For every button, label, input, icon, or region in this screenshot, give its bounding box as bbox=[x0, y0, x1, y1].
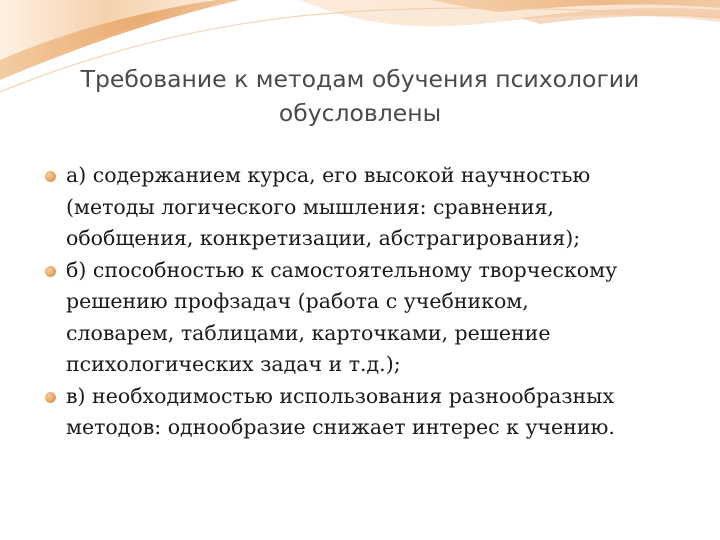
bullet-item-c bbox=[45, 381, 705, 444]
bullet-c-line-1: в) необходимостью использования разнообразных bbox=[66, 383, 615, 408]
bullet-c-line-2: методов: однообразие снижает интерес к учению. bbox=[66, 415, 615, 439]
bullet-list bbox=[45, 160, 705, 444]
bullet-b-line-4: психологических задач и т.д.); bbox=[66, 352, 401, 376]
bullet-dot-icon bbox=[45, 171, 56, 182]
bullet-dot-icon bbox=[45, 266, 56, 277]
bullet-a-line-3: обобщения, конкретизации, абстрагирования); bbox=[66, 226, 581, 250]
bullet-b-line-3: словарем, таблицами, карточками, решение bbox=[66, 320, 551, 345]
bullet-dot-icon bbox=[45, 392, 56, 403]
bullet-item-a bbox=[45, 160, 705, 255]
title-line-2: обусловлены bbox=[278, 99, 442, 127]
bullet-a-line-1: а) содержанием курса, его высокой научностью bbox=[66, 163, 591, 187]
title-line-1: Требование к методам обучения психологии bbox=[80, 65, 640, 93]
slide-title bbox=[30, 62, 690, 130]
bullet-b-line-1: б) способностью к самостоятельному творческому bbox=[66, 257, 618, 282]
bullet-a-line-2: (методы логического мышления: сравнения, bbox=[66, 194, 554, 219]
bullet-b-line-2: решению профзадач (работа с учебником, bbox=[66, 289, 529, 313]
bullet-item-b bbox=[45, 255, 705, 381]
